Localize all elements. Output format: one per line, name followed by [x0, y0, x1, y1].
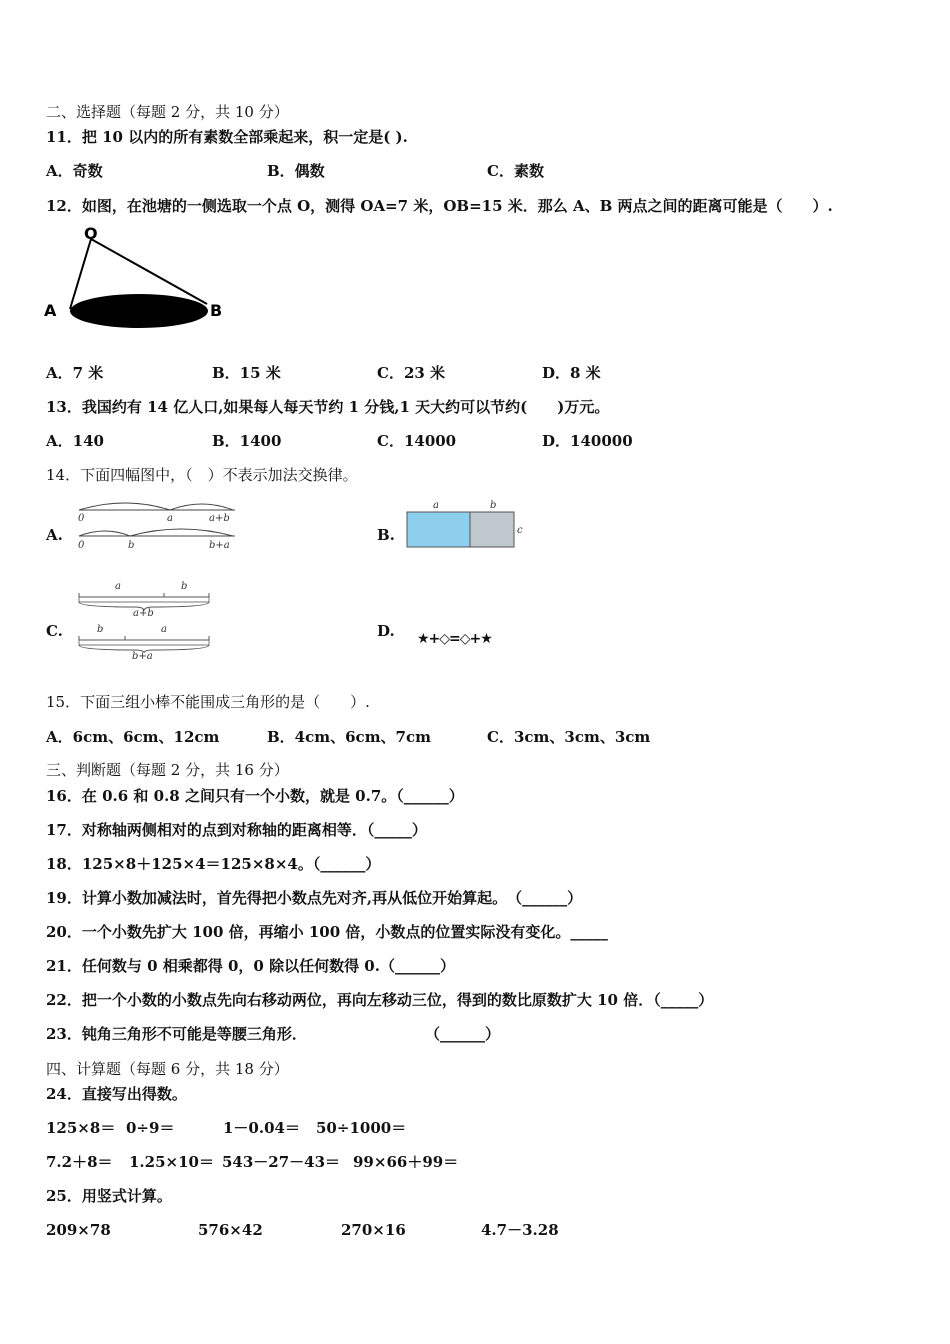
fig-a-bottom-sum: b+a	[209, 540, 230, 551]
fig-a-top-sum: a+b	[209, 513, 230, 524]
question-13: 13．我国约有 14 亿人口,如果每人每天节约 1 分钱,1 天大约可以节约( )万元。	[46, 398, 610, 416]
question-11: 11．把 10 以内的所有素数全部乘起来，积一定是( ).	[46, 128, 408, 146]
fig-a-top-0: 0	[78, 513, 85, 524]
fig-b-label-a: a	[433, 500, 439, 511]
q25-item-1: 209×78	[46, 1221, 111, 1239]
section-heading-judgement: 三、判断题（每题 2 分，共 16 分）	[46, 761, 289, 779]
fig-c-bottom-b: b	[97, 624, 104, 635]
q12-option-c: C．23 米	[377, 364, 446, 382]
q15-option-c: C．3cm、3cm、3cm	[487, 728, 651, 746]
q12-option-a: A．7 米	[46, 364, 104, 382]
q24-r1-item-3: 1－0.04＝	[223, 1119, 300, 1137]
q11-option-b: B．偶数	[267, 162, 325, 180]
q24-r1-item-1: 125×8＝	[46, 1119, 116, 1137]
fig-c-bottom-sum: b+a	[132, 651, 153, 662]
fig-b-label-c: c	[517, 525, 523, 536]
question-15: 15．下面三组小棒不能围成三角形的是（ ）.	[46, 693, 370, 711]
fig-a-bottom-0: 0	[78, 540, 85, 551]
q15-option-b: B．4cm、6cm、7cm	[267, 728, 432, 746]
fig-c-top-sum: a+b	[133, 608, 154, 619]
question-23-blank: （______）	[425, 1025, 501, 1043]
rect-b	[470, 512, 514, 547]
q14-option-c-label: C.	[46, 622, 63, 640]
point-o-label: O	[84, 224, 98, 243]
point-b-label: B	[210, 301, 223, 320]
q24-r2-item-4: 99×66＋99＝	[353, 1153, 459, 1171]
q25-item-4: 4.7－3.28	[481, 1221, 559, 1239]
q24-r2-item-2: 1.25×10＝	[129, 1153, 214, 1171]
section-heading-calculation: 四、计算题（每题 6 分，共 18 分）	[46, 1060, 289, 1078]
question-22: 22．把一个小数的小数点先向右移动两位，再向左移动三位，得到的数比原数扩大 10 倍．（_____）	[46, 991, 714, 1009]
section-heading-choice: 二、选择题（每题 2 分，共 10 分）	[46, 103, 289, 121]
question-19: 19．计算小数加减法时，首先得把小数点先对齐,再从低位开始算起。 （______）	[46, 889, 583, 907]
fig-c-top-a: a	[115, 581, 121, 592]
pond-figure	[40, 222, 240, 337]
fig-a-top-a: a	[167, 513, 173, 524]
q14-option-a-label: A.	[46, 526, 63, 544]
fig-a-bottom-b: b	[128, 540, 135, 551]
question-14: 14．下面四幅图中，（ ）不表示加法交换律。	[46, 466, 358, 484]
q11-option-c: C．素数	[487, 162, 544, 180]
fig-c-top-b: b	[181, 581, 188, 592]
q13-option-d: D．140000	[542, 432, 633, 450]
q24-r1-item-4: 50÷1000＝	[316, 1119, 407, 1137]
question-20: 20．一个小数先扩大 100 倍，再缩小 100 倍，小数点的位置实际没有变化。_____	[46, 923, 608, 941]
q14-figure-d-formula: ★+◇=◇+★	[417, 631, 492, 647]
segment-oa	[70, 239, 91, 309]
question-16: 16．在 0.6 和 0.8 之间只有一个小数，就是 0.7。（______）	[46, 787, 464, 805]
q14-figure-c	[75, 578, 220, 663]
q13-option-a: A．140	[46, 432, 104, 450]
rect-a	[407, 512, 470, 547]
q14-option-d-label: D.	[377, 622, 395, 640]
pond-ellipse	[70, 294, 208, 328]
q14-figure-a	[75, 498, 245, 553]
q24-r2-item-3: 543－27－43＝	[222, 1153, 341, 1171]
question-21: 21．任何数与 0 相乘都得 0，0 除以任何数得 0.（______）	[46, 957, 455, 975]
q12-option-d: D．8 米	[542, 364, 601, 382]
point-a-label: A	[44, 301, 57, 320]
question-17: 17．对称轴两侧相对的点到对称轴的距离相等．（_____）	[46, 821, 427, 839]
q14-option-b-label: B.	[377, 526, 395, 544]
fig-b-label-b: b	[490, 500, 497, 511]
q13-option-c: C．14000	[377, 432, 457, 450]
question-12: 12．如图，在池塘的一侧选取一个点 O，测得 OA=7 米，OB=15 米．那么 A、B 两点之间的距离可能是（ ）.	[46, 197, 833, 215]
q11-option-a: A．奇数	[46, 162, 103, 180]
question-18: 18．125×8＋125×4＝125×8×4。（______）	[46, 855, 381, 873]
question-24: 24．直接写出得数。	[46, 1085, 187, 1103]
fig-c-bottom-a: a	[161, 624, 167, 635]
question-23: 23．钝角三角形不可能是等腰三角形．	[46, 1025, 307, 1043]
q25-item-3: 270×16	[341, 1221, 406, 1239]
q12-option-b: B．15 米	[212, 364, 281, 382]
q14-figure-b	[405, 497, 535, 552]
q25-item-2: 576×42	[198, 1221, 263, 1239]
q13-option-b: B．1400	[212, 432, 282, 450]
q15-option-a: A．6cm、6cm、12cm	[46, 728, 220, 746]
q24-r1-item-2: 0÷9＝	[126, 1119, 175, 1137]
q24-r2-item-1: 7.2＋8＝	[46, 1153, 113, 1171]
question-25: 25．用竖式计算。	[46, 1187, 172, 1205]
